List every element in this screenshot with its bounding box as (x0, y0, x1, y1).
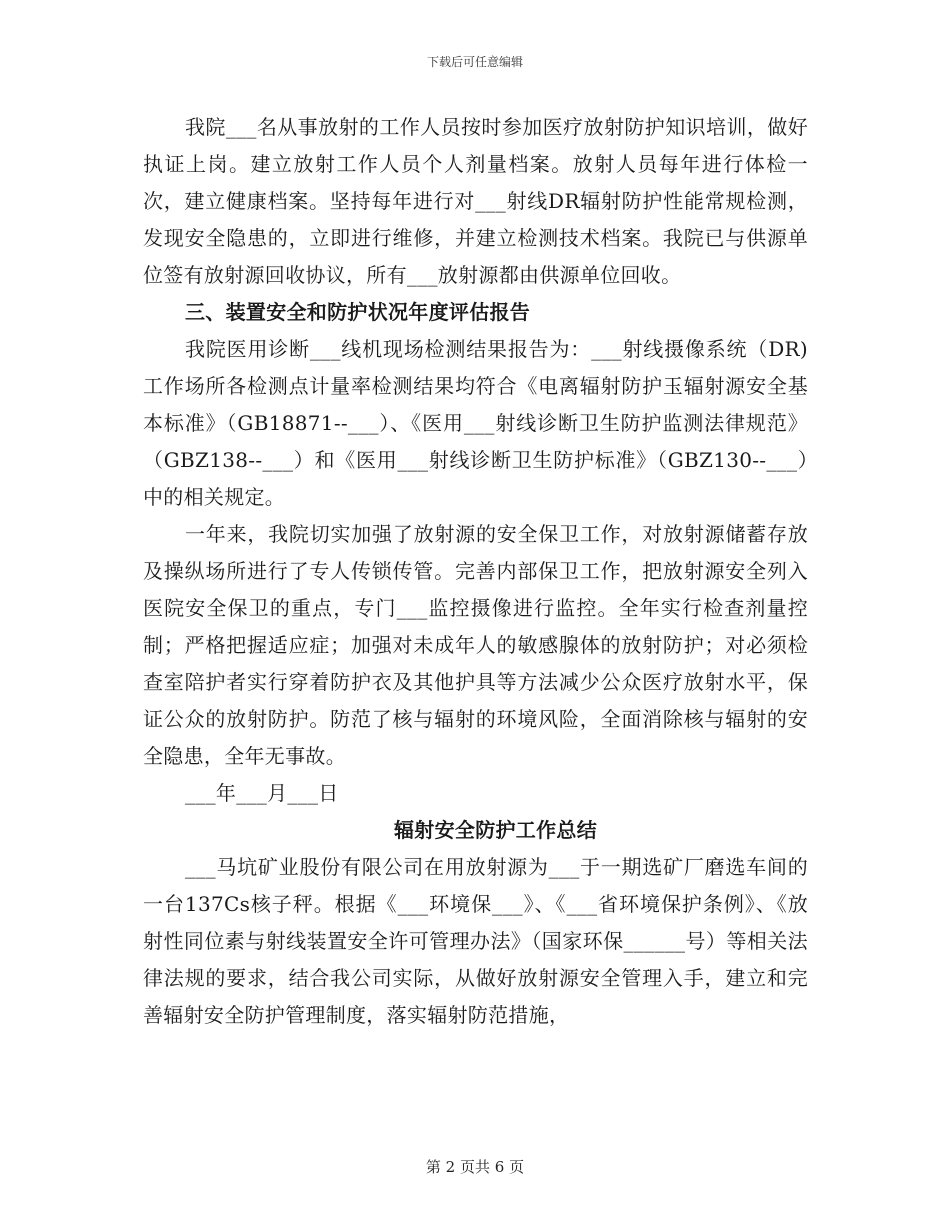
page-footer: 第 2 页共 6 页 (425, 1158, 525, 1176)
document-title: 辐射安全防护工作总结 (394, 818, 597, 842)
paragraph-staff-training: 我院___名从事放射的工作人员按时参加医疗放射防护知识培训，做好执证上岗。建立放射工作人员个人剂量档案。放射人员每年进行体检一次，建立健康档案。坚持每年进行对___射线DR辐射防护性能常规检测，发现安全隐患的，立即进行维修，并建立检测技术档案。我院已与供源单位签有放射源回收协议，所有___放射源都由供源单位回收。 (143, 115, 808, 287)
paragraph-inspection-results: 我院医用诊断___线机现场检测结果报告为：___射线摄像系统（DR)工作场所各检测点计量率检测结果均符合《电离辐射防护玉辐射源安全基本标准》（GB18871--___）、《医用___射线诊断卫生防护监测法律规范》（GBZ138--___）和《医用___射线诊断卫生防护标准》（GBZ130--___）中的相关规定。 (143, 337, 808, 509)
paragraph-security-work: 一年来，我院切实加强了放射源的安全保卫工作，对放射源储蓄存放及操纵场所进行了专人传锁传管。完善内部保卫工作，把放射源安全列入医院安全保卫的重点，专门___监控摄像进行监控。全年实行检查剂量控制；严格把握适应症；加强对未成年人的敏感腺体的放射防护；对必须检查室陪护者实行穿着防护衣及其他护具等方法减少公众医疗放射水平，保证公众的放射防护。防范了核与辐射的环境风险，全面消除核与辐射的安全隐患，全年无事故。 (143, 522, 808, 768)
paragraph-company-intro: ___马坑矿业股份有限公司在用放射源为___于一期选矿厂磨选车间的一台137Cs核子秤。根据《___环境保___》、《___省环境保护条例》、《放射性同位素与射线装置安全许可管理办法》（国家环保______号）等相关法律法规的要求，结合我公司实际，从做好放射源安全管理入手，建立和完善辐射安全防护管理制度，落实辐射防范措施， (143, 855, 808, 1027)
document-body (143, 109, 808, 1034)
page-header: 下载后可任意编辑 (426, 55, 523, 69)
date-line: ___年___月___日 (185, 781, 339, 805)
section-heading-assessment: 三、装置安全和防护状况年度评估报告 (185, 300, 531, 324)
